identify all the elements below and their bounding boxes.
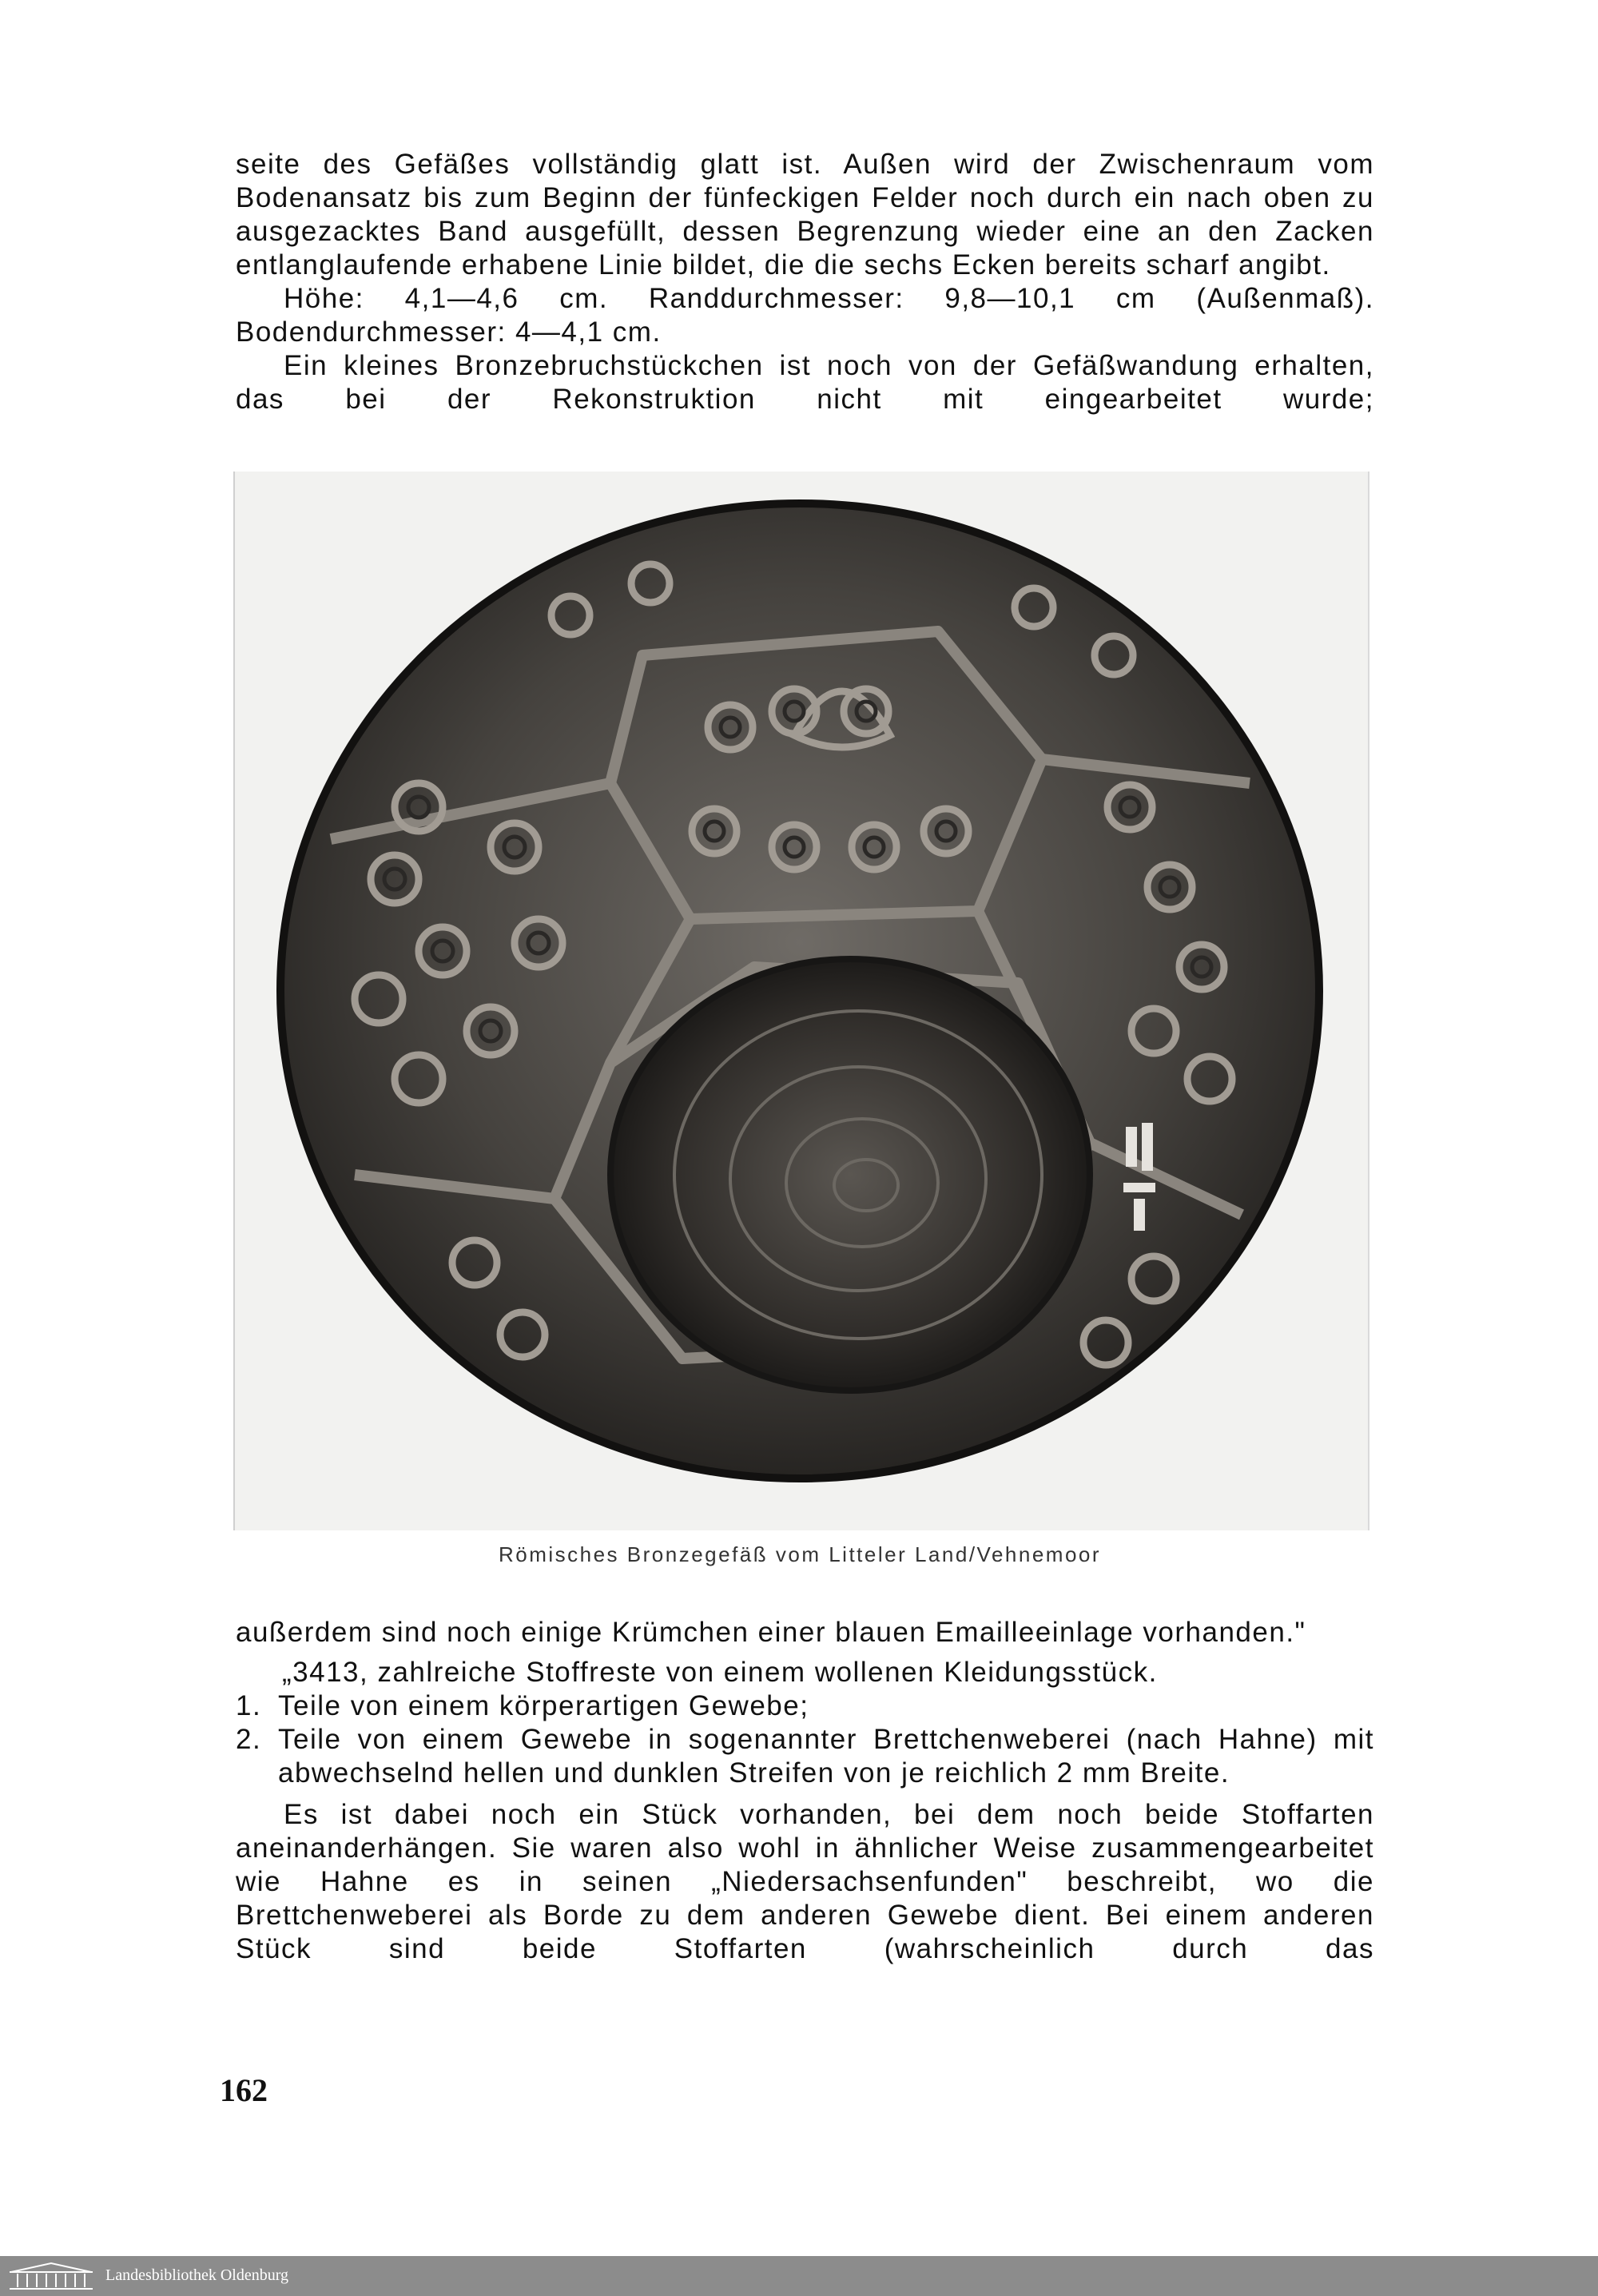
library-building-icon <box>8 2261 94 2291</box>
list-item <box>236 1723 1374 1790</box>
paragraph-fabric-pieces: Es ist dabei noch ein Stück vorhanden, bei dem noch beide Stoffarten aneinanderhängen. Sie waren also wohl in ähnlicher Weise zusammengearbeitet wie Hahne es in seinen „Niedersachsenfunden" beschreibt, wo die Brettchenweberei als Borde zu dem anderen Gewebe dient. Bei einem anderen Stück sind beide Stoffarten (wahrscheinlich durch das <box>236 1799 1374 1964</box>
list-item-text: Teile von einem Gewebe in sogenannter Brettchenweberei (nach Hahne) mit abwechselnd hellen und dunklen Streifen von je reichlich 2 mm Breite. <box>278 1724 1374 1789</box>
library-name: Landesbibliothek Oldenburg <box>105 2266 289 2284</box>
list-item-number: 1. <box>236 1690 262 1721</box>
text-block-bottom <box>236 1616 1374 1966</box>
list-item-text: Teile von einem körperartigen Gewebe; <box>278 1690 809 1721</box>
list-item <box>236 1689 1374 1723</box>
page-number: 162 <box>220 2072 268 2108</box>
paragraph-vessel-description: seite des Gefäßes vollständig glatt ist. Außen wird der Zwischenraum vom Bodenansatz bis zum Beginn der fünfeckigen Felder noch durch ein nach oben zu ausgezacktes Band ausgefüllt, dessen Begrenzung wieder eine an den Zacken entlanglaufende erhabene Linie bildet, die die sechs Ecken bereits scharf angibt. <box>236 149 1374 281</box>
library-footer-bar <box>0 2256 1598 2296</box>
bronze-vessel-photo <box>233 472 1369 1530</box>
list-item-number: 2. <box>236 1724 262 1755</box>
paragraph-enamel: außerdem sind noch einige Krümchen einer blauen Emailleeinlage vorhanden." <box>236 1617 1306 1648</box>
paragraph-fragment: Ein kleines Bronzebruchstückchen ist noch von der Gefäßwandung erhalten, das bei der Rekonstruktion nicht mit eingearbeitet wurde; <box>236 350 1374 415</box>
bronze-vessel-illustration <box>235 472 1368 1530</box>
photo-caption: Römisches Bronzegefäß vom Litteler Land/Vehnemoor <box>498 1542 1102 1566</box>
text-block-top <box>236 148 1374 416</box>
paragraph-dimensions: Höhe: 4,1—4,6 cm. Randdurchmesser: 9,8—10,1 cm (Außenmaß). Bodendurchmesser: 4—4,1 cm. <box>236 283 1374 348</box>
inventory-entry-3413: „3413, zahlreiche Stoffreste von einem wollenen Kleidungsstück. <box>282 1657 1158 1688</box>
